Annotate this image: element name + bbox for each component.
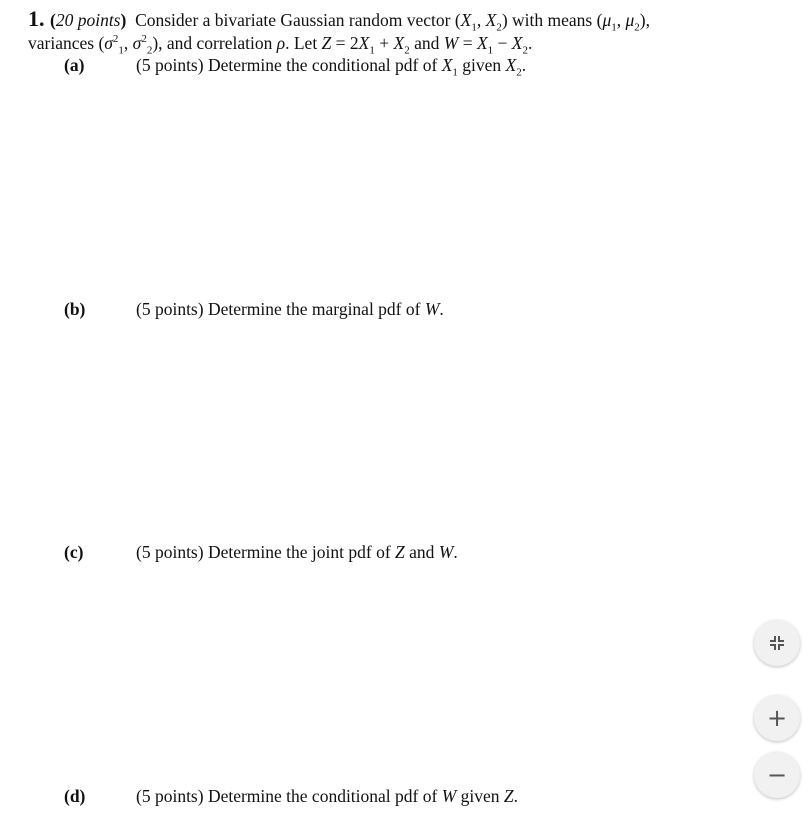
text-segment: , — [123, 33, 133, 53]
text-segment: Z — [395, 542, 405, 562]
text-segment: X — [441, 55, 453, 75]
text-segment: ), — [639, 10, 650, 30]
text-segment: (5 points) Determine the marginal pdf of — [136, 299, 425, 319]
text-segment: μ — [625, 10, 635, 30]
text-segment: . — [513, 786, 519, 806]
text-segment: W — [441, 786, 457, 806]
part-d-label: (d) — [64, 786, 86, 806]
text-segment: , — [476, 10, 486, 30]
text-segment: 1 — [471, 21, 477, 34]
text-segment: . — [521, 55, 527, 75]
part-c-label: (c) — [64, 542, 84, 562]
text-segment: 1 — [487, 44, 494, 57]
text-segment: . — [439, 299, 444, 319]
part-a-label: (a) — [64, 55, 85, 75]
text-segment: ) with means ( — [501, 10, 603, 30]
text-segment: 1 — [118, 44, 124, 57]
text-segment: given — [457, 55, 506, 75]
text-segment: ), and correlation — [152, 33, 277, 53]
text-segment: 2 — [141, 33, 147, 46]
minus-icon: − — [766, 761, 788, 789]
text-segment: 2 — [496, 21, 502, 34]
text-segment: given — [456, 786, 504, 806]
part-c-text — [136, 542, 458, 563]
text-segment: X — [511, 33, 523, 53]
text-segment: Z — [321, 33, 332, 53]
text-segment: ( — [50, 10, 56, 30]
text-segment: W — [438, 542, 454, 562]
text-segment: = 2 — [331, 33, 359, 53]
text-segment: X — [460, 10, 472, 30]
text-segment: , — [616, 10, 626, 30]
text-segment: 2 — [634, 21, 640, 34]
text-segment: μ — [602, 10, 612, 30]
text-segment: and — [409, 33, 444, 53]
problem-line-2 — [28, 33, 533, 57]
problem-line-1 — [28, 6, 650, 32]
zoom-in-button[interactable] — [754, 695, 800, 741]
part-b-label: (b) — [64, 299, 86, 319]
part-a-text — [136, 55, 527, 79]
text-segment: X — [476, 33, 488, 53]
text-segment: (5 points) Determine the joint pdf of — [136, 542, 396, 562]
text-segment: ρ — [276, 33, 286, 53]
text-segment: ) — [120, 10, 127, 30]
text-segment: Z — [503, 786, 514, 806]
text-segment: 1. — [28, 6, 50, 31]
text-segment: 20 points — [55, 10, 121, 30]
text-segment: σ — [104, 33, 113, 53]
text-segment: 2 — [404, 44, 410, 57]
collapse-icon — [769, 635, 785, 651]
plus-icon: + — [766, 704, 788, 732]
text-segment: and — [404, 542, 439, 562]
text-segment: X — [358, 33, 370, 53]
text-segment: variances ( — [28, 33, 105, 53]
text-segment: σ — [132, 33, 142, 53]
text-segment: 2 — [146, 44, 153, 57]
text-segment: (5 points) Determine the conditional pdf of — [136, 786, 442, 806]
zoom-out-button[interactable] — [754, 752, 800, 798]
text-segment: (5 points) Determine the conditional pdf of — [136, 55, 442, 75]
text-segment: X — [485, 10, 497, 30]
text-segment: = — [458, 33, 477, 53]
text-segment: . — [527, 33, 533, 53]
text-segment: 2 — [522, 44, 528, 57]
text-segment: 2 — [112, 33, 119, 46]
text-segment: 1 — [611, 21, 617, 34]
text-segment: . Let — [285, 33, 322, 53]
text-segment: W — [443, 33, 459, 53]
text-segment: + — [374, 33, 394, 53]
text-segment: X — [393, 33, 405, 53]
text-segment: W — [424, 299, 440, 319]
fit-page-button[interactable] — [754, 620, 800, 666]
part-d-text — [136, 786, 518, 807]
text-segment: X — [505, 55, 517, 75]
text-segment: 1 — [452, 66, 458, 79]
text-segment: . — [453, 542, 458, 562]
text-segment: 2 — [516, 66, 522, 79]
part-b-text — [136, 299, 444, 320]
text-segment: Consider a bivariate Gaussian random vector ( — [126, 10, 461, 30]
text-segment: − — [493, 33, 512, 53]
text-segment: 1 — [369, 44, 375, 57]
